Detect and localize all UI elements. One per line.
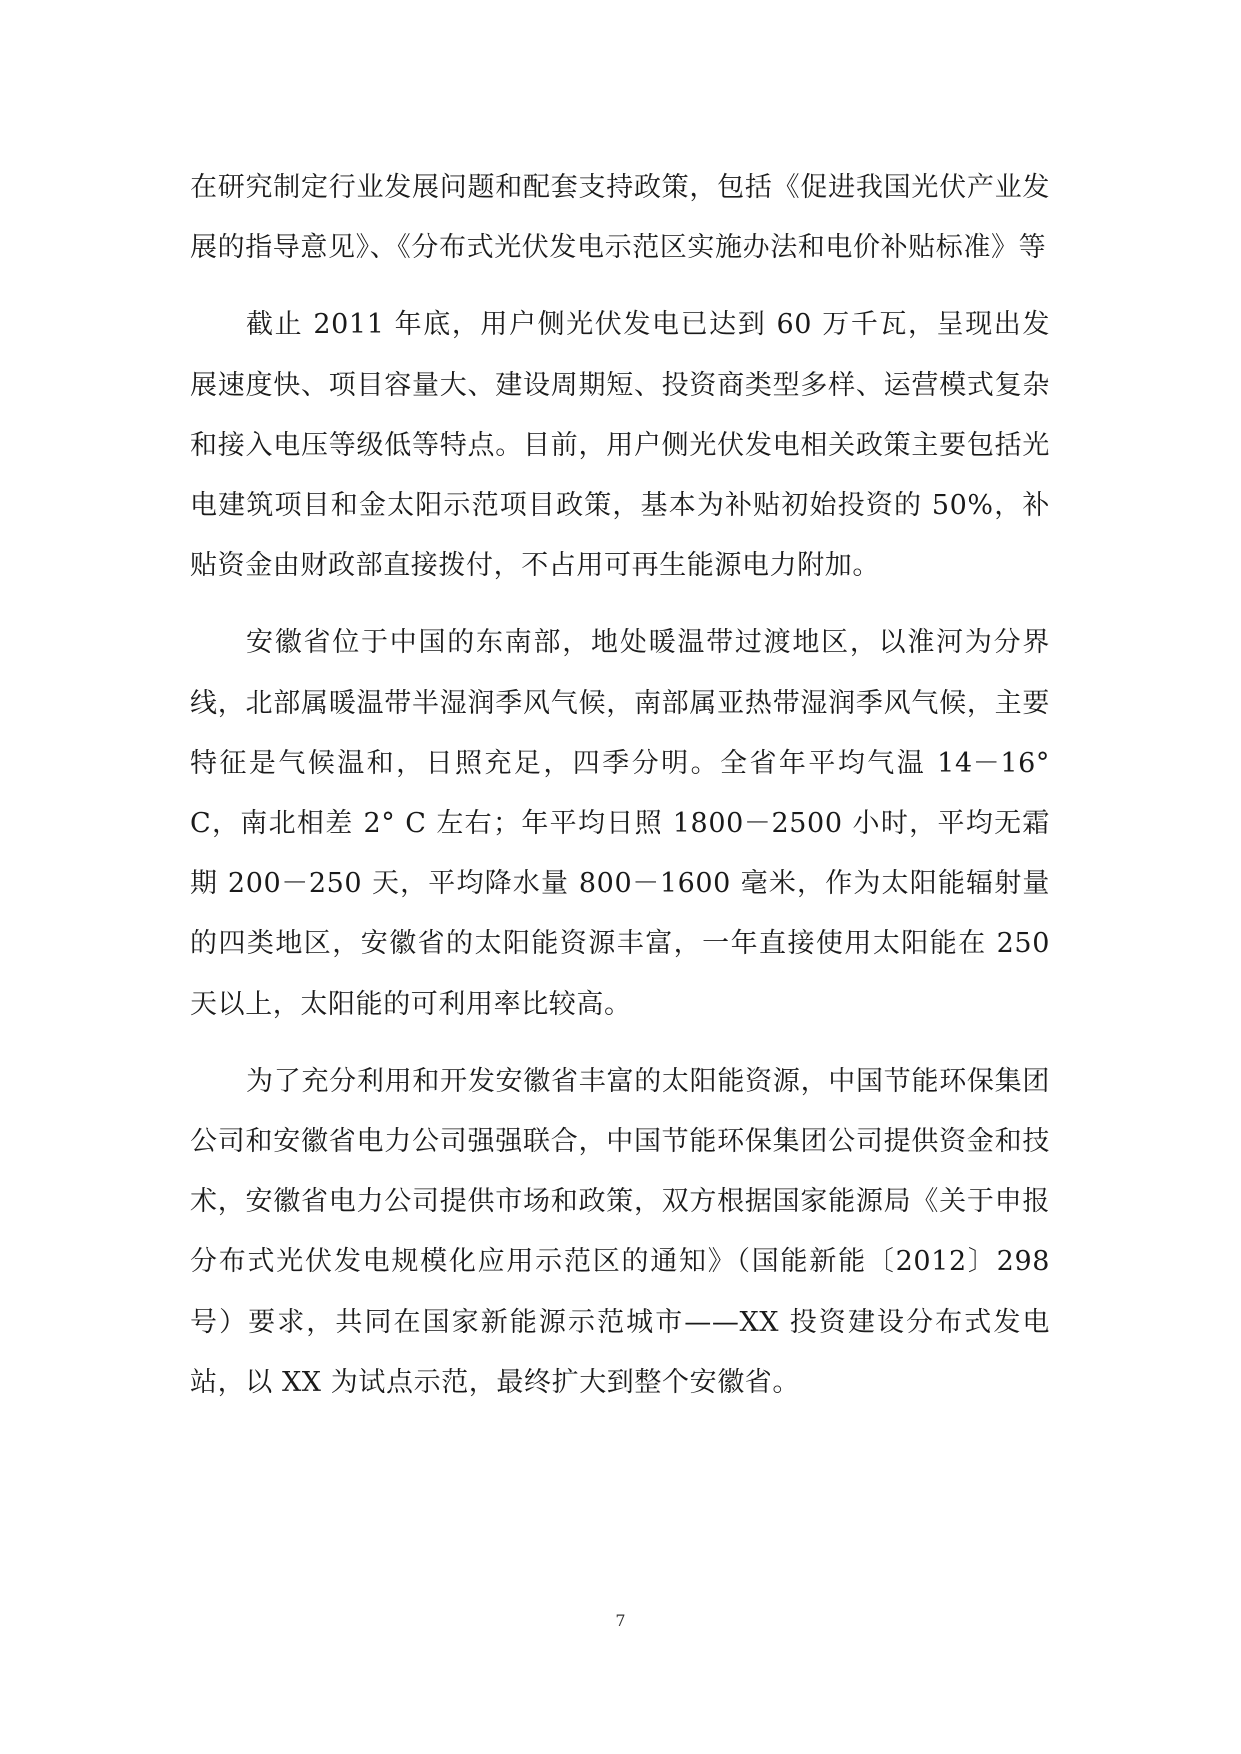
paragraph-user-side-pv: 截止 2011 年底，用户侧光伏发电已达到 60 万千瓦，呈现出发展速度快、项目容量大、建设周期短、投资商类型多样、运营模式复杂和接入电压等级低等特点。目前，用户侧光伏发电相关政策主要包括光电建筑项目和金太阳示范项目政策，基本为补贴初始投资的 50%，补贴资金由财政部直接拨付，不占用可再生能源电力附加。 — [190, 309, 1050, 582]
body-text — [190, 158, 1050, 1430]
paragraph-anhui-climate: 安徽省位于中国的东南部，地处暖温带过渡地区，以淮河为分界线，北部属暖温带半湿润季风气候，南部属亚热带湿润季风气候，主要特征是气候温和，日照充足，四季分明。全省年平均气温 14－16° C，南北相差 2° C 左右；年平均日照 1800－2500 小时，平均无霜期 200－250 天，平均降水量 800－1600 毫米，作为太阳能辐射量的四类地区，安徽省的太阳能资源丰富，一年直接使用太阳能在 250 天以上，太阳能的可利用率比较高。 — [190, 627, 1050, 1020]
paragraph-policy-continuation: 在研究制定行业发展问题和配套支持政策，包括《促进我国光伏产业发展的指导意见》、《分布式光伏发电示范区实施办法和电价补贴标准》等 — [190, 172, 1050, 264]
page-number: 7 — [615, 1611, 626, 1630]
paragraph-cooperation: 为了充分利用和开发安徽省丰富的太阳能资源，中国节能环保集团公司和安徽省电力公司强强联合，中国节能环保集团公司提供资金和技术，安徽省电力公司提供市场和政策，双方根据国家能源局《关于申报分布式光伏发电规模化应用示范区的通知》（国能新能〔2012〕298 号）要求，共同在国家新能源示范城市——XX 投资建设分布式发电站，以 XX 为试点示范，最终扩大到整个安徽省。 — [190, 1065, 1050, 1398]
